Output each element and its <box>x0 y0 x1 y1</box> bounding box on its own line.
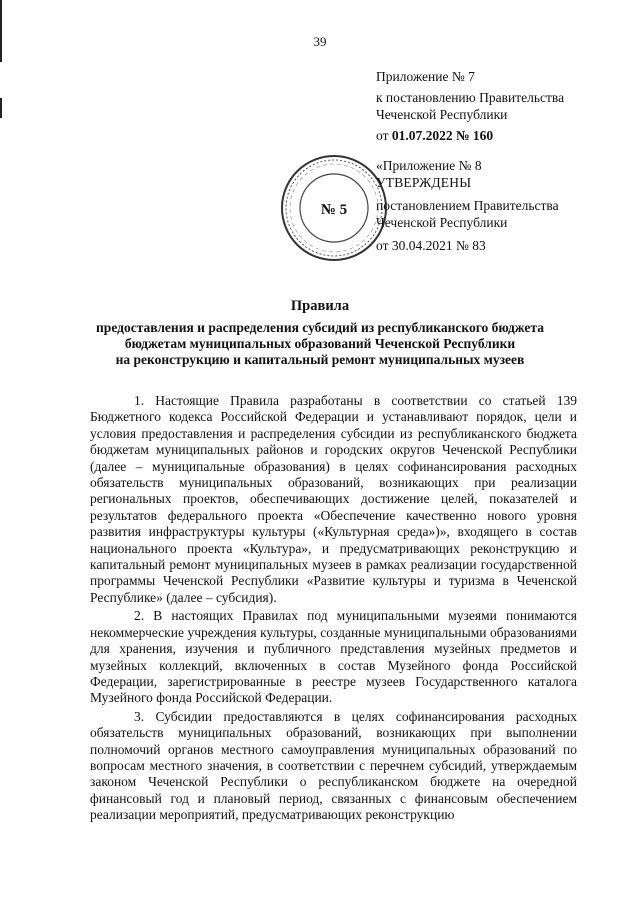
paragraph-3: 3. Субсидии предоставляются в целях софинансирования расходных обязательств муниципальных образований, возникающих при выполнении полномочий органов местного самоуправления муниципальных образований по вопросам местного значения, в соответствии с перечнем субсидий, утверждаемым законом Чеченской Республики о республиканском бюджете на очередной финансовый год и плановый период, связанных с финансовым обеспечением реализации мероприятий, предусматривающих реконструкцию <box>90 708 577 823</box>
appendix-8-resolution: постановлением Правительства <box>376 198 559 213</box>
document-title: Правила <box>290 298 350 314</box>
scan-edge-mark <box>0 98 2 118</box>
approved-label: УТВЕРЖДЕНЫ <box>376 175 472 190</box>
subtitle-line: на реконструкцию и капитальный ремонт муниципальных музеев <box>115 352 525 367</box>
appendix-7-resolution: к постановлению Правительства <box>376 90 565 105</box>
appendix-7-title: Приложение № 7 <box>376 69 475 84</box>
stamp-number: № 5 <box>320 202 348 218</box>
subtitle-line: бюджетам муниципальных образований Чеченской Республики <box>124 336 516 351</box>
scan-edge-mark <box>0 0 2 62</box>
appendix-7-date-value: 01.07.2022 № 160 <box>391 128 494 143</box>
appendix-7-government: Чеченской Республики <box>376 107 508 122</box>
page-number: 39 <box>313 34 327 49</box>
appendix-8-date: от 30.04.2021 № 83 <box>376 238 486 253</box>
appendix-8-title: «Приложение № 8 <box>376 158 482 173</box>
paragraph-1: 1. Настоящие Правила разработаны в соответствии со статьей 139 Бюджетного кодекса Российской Федерации и устанавливают порядок, цели и условия предоставления и распределения субсидии из республиканского бюджета бюджетам муниципальных районов и городских округов Чеченской Республики (далее – муниципальные образования) в целях софинансирования расходных обязательств муниципальных образований, возникающих при реализации региональных проектов, обеспечивающих достижение целей, показателей и результатов федерального проекта «Обеспечение качественно нового уровня развития инфраструктуры культуры («Культурная среда»)», входящего в состав национального проекта «Культура», и предусматривающих реконструкцию и капитальный ремонт муниципальных музеев в рамках реализации государственной программы Чеченской Республики «Развитие культуры и туризма в Чеченской Республике» (далее – субсидия). <box>90 393 577 605</box>
appendix-7-header <box>376 68 564 144</box>
appendix-8-government: Чеченской Республики <box>376 215 508 230</box>
seal-stamp <box>278 152 390 264</box>
appendix-8-header <box>376 157 559 254</box>
appendix-7-date: от 01.07.2022 № 160 <box>376 128 494 143</box>
document-body <box>90 393 577 824</box>
document-subtitle <box>70 320 570 368</box>
subtitle-line: предоставления и распределения субсидий из республиканского бюджета <box>96 320 544 335</box>
paragraph-2: 2. В настоящих Правилах под муниципальными музеями понимаются некоммерческие учреждения культуры, созданные муниципальными образованиями для хранения, изучения и публичного представления музейных предметов и музейных коллекций, включенных в состав Музейного фонда Российской Федерации, зарегистрированные в реестре музеев Государственного каталога Музейного фонда Российской Федерации. <box>90 608 577 706</box>
